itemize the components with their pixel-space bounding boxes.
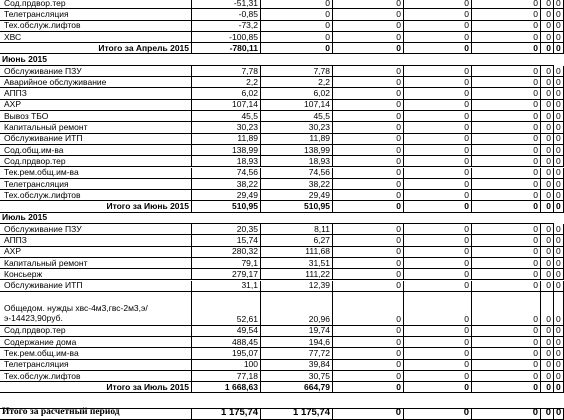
- value-cell-col-6: 0: [541, 247, 554, 258]
- value-cell-col-6: 0: [541, 0, 554, 9]
- value-cell-col-5: 0: [472, 111, 541, 122]
- value-cell-col-3: 0: [333, 21, 404, 32]
- value-cell-col-1: 138,99: [192, 145, 261, 156]
- value-cell-col-6: 0: [541, 371, 554, 382]
- value-cell-col-6: 0: [541, 77, 554, 88]
- value-cell-col-1: 45,5: [192, 111, 261, 122]
- value-cell-col-1: 49,54: [192, 326, 261, 337]
- value-cell-col-3: 0: [333, 43, 404, 54]
- value-cell-col-6: 0: [541, 43, 554, 54]
- value-cell-col-2: 8,11: [261, 224, 333, 235]
- value-cell-col-1: 1 175,74: [192, 408, 261, 420]
- value-cell-col-1: -51,31: [192, 0, 261, 9]
- value-cell-col-7: 0: [554, 0, 564, 9]
- value-cell-col-7: 0: [554, 281, 564, 292]
- value-cell-col-7: 0: [554, 179, 564, 190]
- value-cell-col-1: 2,2: [192, 77, 261, 88]
- value-cell-col-5: 0: [472, 269, 541, 280]
- value-cell-col-5: 0: [472, 224, 541, 235]
- value-cell-col-4: 0: [404, 348, 472, 359]
- table-row: [0, 268, 561, 280]
- value-cell-col-1: 74,56: [192, 168, 261, 179]
- value-cell-col-4: 0: [404, 21, 472, 32]
- table-row: [0, 9, 561, 20]
- value-cell-col-7: 0: [554, 269, 564, 280]
- value-cell-col-7: 0: [554, 235, 564, 246]
- table-row: [0, 325, 561, 337]
- value-cell-col-7: 0: [554, 43, 564, 54]
- value-cell-col-5: 0: [472, 326, 541, 337]
- value-cell-col-1: 38,22: [192, 179, 261, 190]
- value-cell-col-2: 12,39: [261, 281, 333, 292]
- value-cell-col-5: 0: [472, 179, 541, 190]
- value-cell-col-4: 0: [404, 247, 472, 258]
- value-cell-col-7: 0: [554, 156, 564, 167]
- value-cell-col-5: 0: [472, 77, 541, 88]
- row-label: Обслуживание ИТП: [0, 281, 192, 292]
- value-cell-col-5: 0: [472, 408, 541, 420]
- value-cell-col-5: 0: [472, 21, 541, 32]
- value-cell-col-3: 0: [333, 408, 404, 420]
- value-cell-col-4: 0: [404, 292, 472, 326]
- value-cell-col-5: 0: [472, 9, 541, 20]
- value-cell-col-4: 0: [404, 88, 472, 99]
- value-cell-col-3: 0: [333, 100, 404, 111]
- value-cell-col-6: 0: [541, 179, 554, 190]
- value-cell-col-4: 0: [404, 77, 472, 88]
- row-label: Капитальный ремонт: [0, 122, 192, 133]
- value-cell-col-2: 6,02: [261, 88, 333, 99]
- value-cell-col-4: 0: [404, 32, 472, 43]
- table-row: [0, 189, 561, 201]
- value-cell-col-6: 0: [541, 360, 554, 371]
- table-row: [0, 178, 561, 190]
- value-cell-col-3: 0: [333, 281, 404, 292]
- value-cell-col-2: 194,6: [261, 337, 333, 348]
- table-row: [0, 292, 561, 326]
- value-cell-col-2: 0: [261, 9, 333, 20]
- value-cell-col-1: 52,61: [192, 292, 261, 326]
- value-cell-col-3: 0: [333, 371, 404, 382]
- value-cell-col-1: 510,95: [192, 201, 261, 212]
- row-label: Телетрансляция: [0, 179, 192, 190]
- value-cell-col-1: 15,74: [192, 235, 261, 246]
- value-cell-col-4: 0: [404, 9, 472, 20]
- value-cell-col-7: 0: [554, 360, 564, 371]
- value-cell-col-6: 0: [541, 348, 554, 359]
- value-cell-col-7: 0: [554, 145, 564, 156]
- value-cell-col-5: 0: [472, 190, 541, 201]
- row-label: АХР: [0, 247, 192, 258]
- row-label: Итого за Июль 2015: [0, 382, 192, 393]
- value-cell-col-6: 0: [541, 235, 554, 246]
- table-row: [0, 155, 561, 167]
- table-row: [0, 359, 561, 371]
- value-cell-col-4: 0: [404, 360, 472, 371]
- value-cell-col-3: 0: [333, 122, 404, 133]
- value-cell-col-7: 0: [554, 32, 564, 43]
- value-cell-col-3: 0: [333, 66, 404, 77]
- value-cell-col-3: 0: [333, 190, 404, 201]
- value-cell-col-3: 0: [333, 32, 404, 43]
- row-label: Сод.общ.им-ва: [0, 145, 192, 156]
- table-row: [0, 348, 561, 359]
- value-cell-col-6: 0: [541, 88, 554, 99]
- row-label: Сод.прдвор.тер: [0, 0, 192, 9]
- table-row: [0, 370, 561, 382]
- row-label: Тек.рем.общ.им-ва: [0, 168, 192, 179]
- table-row: [0, 167, 561, 179]
- table-row: [0, 0, 561, 9]
- table-row: [0, 99, 561, 111]
- value-cell-col-5: 0: [472, 0, 541, 9]
- value-cell-col-3: 0: [333, 224, 404, 235]
- value-cell-col-2: 0: [261, 0, 333, 9]
- value-cell-col-4: 0: [404, 0, 472, 9]
- value-cell-col-6: 0: [541, 21, 554, 32]
- value-cell-col-1: 7,78: [192, 66, 261, 77]
- value-cell-col-7: 0: [554, 258, 564, 269]
- value-cell-col-4: 0: [404, 156, 472, 167]
- value-cell-col-4: 0: [404, 100, 472, 111]
- row-label: Июнь 2015: [0, 55, 554, 66]
- value-cell-col-1: 30,23: [192, 122, 261, 133]
- value-cell-col-4: 0: [404, 122, 472, 133]
- row-label: Тек.рем.общ.им-ва: [0, 348, 192, 359]
- table-row: [0, 31, 561, 43]
- row-label: Итого за Июнь 2015: [0, 201, 192, 212]
- row-label: Сод.прдвор.тер: [0, 326, 192, 337]
- value-cell-col-3: 0: [333, 134, 404, 145]
- row-label: Тех.обслуж.лифтов: [0, 371, 192, 382]
- value-cell-col-4: 0: [404, 382, 472, 393]
- value-cell-col-7: 0: [554, 247, 564, 258]
- value-cell-col-5: 0: [472, 145, 541, 156]
- value-cell-col-2: 45,5: [261, 111, 333, 122]
- value-cell-col-5: 0: [472, 88, 541, 99]
- value-cell-col-7: 0: [554, 190, 564, 201]
- value-cell-col-5: 0: [472, 348, 541, 359]
- period-total-row: [0, 42, 561, 54]
- period-header-row: [0, 213, 554, 224]
- value-cell-col-1: 1 668,63: [192, 382, 261, 393]
- value-cell-col-7: 0: [554, 408, 564, 420]
- value-cell-col-2: 18,93: [261, 156, 333, 167]
- value-cell-col-3: 0: [333, 348, 404, 359]
- value-cell-col-4: 0: [404, 168, 472, 179]
- value-cell-col-7: 0: [554, 9, 564, 20]
- value-cell-col-2: 20,96: [261, 292, 333, 326]
- value-cell-col-1: 195,07: [192, 348, 261, 359]
- value-cell-col-6: 0: [541, 408, 554, 420]
- row-label: ХВС: [0, 32, 192, 43]
- value-cell-col-2: 29,49: [261, 190, 333, 201]
- value-cell-col-6: 0: [541, 269, 554, 280]
- value-cell-col-2: 77,72: [261, 348, 333, 359]
- value-cell-col-6: 0: [541, 190, 554, 201]
- value-cell-col-7: 0: [554, 168, 564, 179]
- table-row: [0, 110, 561, 122]
- row-label: АППЗ: [0, 88, 192, 99]
- value-cell-col-3: 0: [333, 360, 404, 371]
- value-cell-col-4: 0: [404, 190, 472, 201]
- value-cell-col-3: 0: [333, 258, 404, 269]
- row-label: Тех.обслуж.лифтов: [0, 190, 192, 201]
- value-cell-col-1: -0,85: [192, 9, 261, 20]
- value-cell-col-4: 0: [404, 224, 472, 235]
- value-cell-col-4: 0: [404, 111, 472, 122]
- value-cell-col-1: 79,1: [192, 258, 261, 269]
- value-cell-col-7: 0: [554, 348, 564, 359]
- table-row: [0, 246, 561, 258]
- value-cell-col-2: 138,99: [261, 145, 333, 156]
- row-label: АППЗ: [0, 235, 192, 246]
- value-cell-col-6: 0: [541, 66, 554, 77]
- value-cell-col-4: 0: [404, 337, 472, 348]
- period-header-row: [0, 55, 554, 66]
- value-cell-col-7: 0: [554, 292, 564, 326]
- table-row: [0, 223, 561, 235]
- value-cell-col-3: 0: [333, 201, 404, 212]
- row-label: Обслуживание ПЗУ: [0, 224, 192, 235]
- value-cell-col-4: 0: [404, 371, 472, 382]
- value-cell-col-7: 0: [554, 371, 564, 382]
- value-cell-col-6: 0: [541, 122, 554, 133]
- row-label: Аварийное обслуживание: [0, 77, 192, 88]
- value-cell-col-2: 7,78: [261, 66, 333, 77]
- value-cell-col-3: 0: [333, 269, 404, 280]
- value-cell-col-1: 18,93: [192, 156, 261, 167]
- period-total-row: [0, 201, 561, 212]
- row-label: Тех.обслуж.лифтов: [0, 21, 192, 32]
- value-cell-col-7: 0: [554, 122, 564, 133]
- value-cell-col-6: 0: [541, 156, 554, 167]
- value-cell-col-1: 107,14: [192, 100, 261, 111]
- value-cell-col-5: 0: [472, 66, 541, 77]
- value-cell-col-5: 0: [472, 258, 541, 269]
- value-cell-col-7: 0: [554, 111, 564, 122]
- row-label: Содержание дома: [0, 337, 192, 348]
- value-cell-col-1: 11,89: [192, 134, 261, 145]
- value-cell-col-4: 0: [404, 201, 472, 212]
- table-row: [0, 257, 561, 269]
- value-cell-col-2: 0: [261, 43, 333, 54]
- row-label: Обслуживание ИТП: [0, 134, 192, 145]
- value-cell-col-3: 0: [333, 337, 404, 348]
- value-cell-col-7: 0: [554, 201, 564, 212]
- value-cell-col-3: 0: [333, 145, 404, 156]
- value-cell-col-7: 0: [554, 134, 564, 145]
- row-label: Консьерж: [0, 269, 192, 280]
- value-cell-col-2: 510,95: [261, 201, 333, 212]
- value-cell-col-3: 0: [333, 156, 404, 167]
- row-label: Капитальный ремонт: [0, 258, 192, 269]
- value-cell-col-2: 107,14: [261, 100, 333, 111]
- value-cell-col-4: 0: [404, 258, 472, 269]
- value-cell-col-4: 0: [404, 66, 472, 77]
- table-row: [0, 280, 561, 292]
- value-cell-col-6: 0: [541, 281, 554, 292]
- value-cell-col-6: 0: [541, 326, 554, 337]
- value-cell-col-4: 0: [404, 134, 472, 145]
- value-cell-col-7: 0: [554, 224, 564, 235]
- row-label: Вывоз ТБО: [0, 111, 192, 122]
- value-cell-col-5: 0: [472, 337, 541, 348]
- value-cell-col-2: 39,84: [261, 360, 333, 371]
- value-cell-col-2: 664,79: [261, 382, 333, 393]
- value-cell-col-4: 0: [404, 43, 472, 54]
- value-cell-col-5: 0: [472, 168, 541, 179]
- value-cell-col-3: 0: [333, 0, 404, 9]
- value-cell-col-7: 0: [554, 326, 564, 337]
- table-row: [0, 133, 561, 145]
- value-cell-col-2: 38,22: [261, 179, 333, 190]
- value-cell-col-1: 20,35: [192, 224, 261, 235]
- value-cell-col-6: 0: [541, 134, 554, 145]
- value-cell-col-3: 0: [333, 382, 404, 393]
- value-cell-col-2: 31,51: [261, 258, 333, 269]
- value-cell-col-2: 0: [261, 32, 333, 43]
- value-cell-col-6: 0: [541, 111, 554, 122]
- value-cell-col-1: -73,2: [192, 21, 261, 32]
- value-cell-col-3: 0: [333, 77, 404, 88]
- value-cell-col-5: 0: [472, 382, 541, 393]
- value-cell-col-2: 74,56: [261, 168, 333, 179]
- value-cell-col-3: 0: [333, 235, 404, 246]
- value-cell-col-4: 0: [404, 145, 472, 156]
- value-cell-col-7: 0: [554, 88, 564, 99]
- value-cell-col-3: 0: [333, 168, 404, 179]
- value-cell-col-7: 0: [554, 66, 564, 77]
- value-cell-col-1: 77,18: [192, 371, 261, 382]
- value-cell-col-2: 19,74: [261, 326, 333, 337]
- row-label: Июль 2015: [0, 213, 554, 224]
- row-label: Сод.прдвор.тер: [0, 156, 192, 167]
- value-cell-col-5: 0: [472, 360, 541, 371]
- value-cell-col-1: 100: [192, 360, 261, 371]
- value-cell-col-3: 0: [333, 111, 404, 122]
- value-cell-col-2: 111,22: [261, 269, 333, 280]
- value-cell-col-6: 0: [541, 224, 554, 235]
- value-cell-col-6: 0: [541, 292, 554, 326]
- value-cell-col-1: 279,17: [192, 269, 261, 280]
- value-cell-col-4: 0: [404, 326, 472, 337]
- table-row: [0, 235, 561, 246]
- value-cell-col-4: 0: [404, 408, 472, 420]
- value-cell-col-3: 0: [333, 292, 404, 326]
- grand-total-row: [0, 407, 562, 420]
- value-cell-col-3: 0: [333, 88, 404, 99]
- value-cell-col-6: 0: [541, 100, 554, 111]
- value-cell-col-6: 0: [541, 168, 554, 179]
- row-label: Обслуживание ПЗУ: [0, 66, 192, 77]
- value-cell-col-2: 1 175,74: [261, 408, 333, 420]
- value-cell-col-5: 0: [472, 43, 541, 54]
- value-cell-col-6: 0: [541, 9, 554, 20]
- value-cell-col-5: 0: [472, 247, 541, 258]
- value-cell-col-1: 488,45: [192, 337, 261, 348]
- value-cell-col-2: 0: [261, 21, 333, 32]
- table-row: [0, 76, 561, 88]
- value-cell-col-1: 6,02: [192, 88, 261, 99]
- value-cell-col-1: 31,1: [192, 281, 261, 292]
- row-label: Общедом. нужды хвс-4м3,гвс-2м3,э/э-14423,90руб.: [0, 292, 192, 326]
- value-cell-col-1: -780,11: [192, 43, 261, 54]
- value-cell-col-3: 0: [333, 179, 404, 190]
- value-cell-col-5: 0: [472, 32, 541, 43]
- value-cell-col-7: 0: [554, 382, 564, 393]
- row-label: Телетрансляция: [0, 9, 192, 20]
- value-cell-col-1: 29,49: [192, 190, 261, 201]
- value-cell-col-7: 0: [554, 337, 564, 348]
- value-cell-col-7: 0: [554, 77, 564, 88]
- value-cell-col-5: 0: [472, 134, 541, 145]
- value-cell-col-6: 0: [541, 145, 554, 156]
- table-row: [0, 144, 561, 156]
- table-row: [0, 88, 561, 99]
- value-cell-col-5: 0: [472, 100, 541, 111]
- value-cell-col-3: 0: [333, 9, 404, 20]
- period-total-row: [0, 381, 561, 393]
- value-cell-col-6: 0: [541, 382, 554, 393]
- row-label: Итого за Апрель 2015: [0, 43, 192, 54]
- table-row: [0, 20, 561, 32]
- value-cell-col-1: -100,85: [192, 32, 261, 43]
- row-label: Телетрансляция: [0, 360, 192, 371]
- table-row: [0, 65, 561, 77]
- value-cell-col-5: 0: [472, 235, 541, 246]
- value-cell-col-1: 280,32: [192, 247, 261, 258]
- value-cell-col-4: 0: [404, 179, 472, 190]
- value-cell-col-4: 0: [404, 281, 472, 292]
- value-cell-col-5: 0: [472, 156, 541, 167]
- value-cell-col-7: 0: [554, 21, 564, 32]
- value-cell-col-7: 0: [554, 100, 564, 111]
- value-cell-col-6: 0: [541, 32, 554, 43]
- value-cell-col-5: 0: [472, 371, 541, 382]
- value-cell-col-2: 11,89: [261, 134, 333, 145]
- value-cell-col-3: 0: [333, 326, 404, 337]
- value-cell-col-6: 0: [541, 258, 554, 269]
- value-cell-col-5: 0: [472, 201, 541, 212]
- value-cell-col-2: 111,68: [261, 247, 333, 258]
- value-cell-col-2: 6,27: [261, 235, 333, 246]
- value-cell-col-2: 2,2: [261, 77, 333, 88]
- value-cell-col-6: 0: [541, 201, 554, 212]
- row-label: АХР: [0, 100, 192, 111]
- table-row: [0, 336, 561, 348]
- value-cell-col-2: 30,23: [261, 122, 333, 133]
- value-cell-col-2: 30,75: [261, 371, 333, 382]
- value-cell-col-5: 0: [472, 281, 541, 292]
- value-cell-col-4: 0: [404, 235, 472, 246]
- value-cell-col-4: 0: [404, 269, 472, 280]
- row-label: Итого за расчетный период: [0, 408, 192, 420]
- value-cell-col-6: 0: [541, 337, 554, 348]
- table-row: [0, 122, 561, 133]
- value-cell-col-5: 0: [472, 292, 541, 326]
- value-cell-col-5: 0: [472, 122, 541, 133]
- value-cell-col-3: 0: [333, 247, 404, 258]
